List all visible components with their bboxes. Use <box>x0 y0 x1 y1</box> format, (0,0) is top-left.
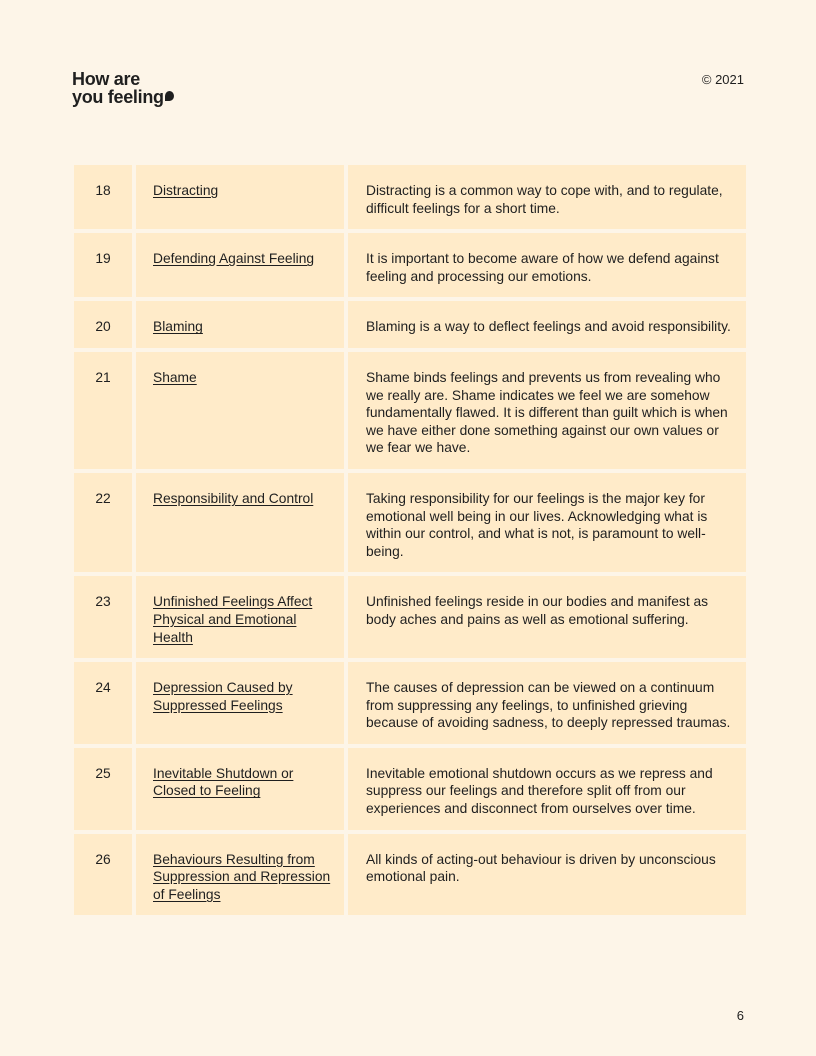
row-title-link[interactable]: Depression Caused by Suppressed Feelings <box>153 680 293 713</box>
row-description: Inevitable emotional shutdown occurs as we repress and suppress our feelings and therefore split off from our experiences and disconnect from ourselves over time. <box>348 748 746 830</box>
copyright-year: © 2021 <box>701 72 744 87</box>
row-title-link[interactable]: Unfinished Feelings Affect Physical and Emotional Health <box>153 594 313 645</box>
row-title-cell <box>136 165 344 229</box>
table-row <box>74 748 746 830</box>
feelings-table <box>74 165 746 915</box>
row-title-link[interactable]: Defending Against Feeling <box>153 251 315 267</box>
row-description: All kinds of acting-out behaviour is driven by unconscious emotional pain. <box>348 834 746 916</box>
row-title-link[interactable]: Blaming <box>153 319 203 335</box>
table-row <box>74 352 746 469</box>
row-title-cell <box>136 834 344 916</box>
table-row <box>74 301 746 348</box>
row-number: 20 <box>74 301 132 348</box>
table-row <box>74 576 746 658</box>
row-description: Blaming is a way to deflect feelings and avoid responsibility. <box>348 301 746 348</box>
row-description: The causes of depression can be viewed on a continuum from suppressing any feelings, to unfinished grieving because of avoiding sadness, to deeply repressed traumas. <box>348 662 746 744</box>
logo <box>72 70 174 106</box>
table-row <box>74 165 746 229</box>
row-title-cell <box>136 576 344 658</box>
table-row <box>74 233 746 297</box>
row-description: Shame binds feelings and prevents us from revealing who we really are. Shame indicates we feel we are somehow fundamentally flawed. It is different than guilt which is when we have either done something against our own values or we fear we have. <box>348 352 746 469</box>
row-description: Distracting is a common way to cope with, and to regulate, difficult feelings for a short time. <box>348 165 746 229</box>
logo-line-1: How are <box>72 69 140 89</box>
row-title-link[interactable]: Inevitable Shutdown or Closed to Feeling <box>153 765 294 799</box>
row-title-cell <box>136 662 344 744</box>
row-description: Unfinished feelings reside in our bodies and manifest as body aches and pains as well as emotional suffering. <box>348 576 746 658</box>
row-title-cell <box>136 233 344 297</box>
row-number: 26 <box>74 834 132 916</box>
row-number: 21 <box>74 352 132 469</box>
row-title-cell <box>136 352 344 469</box>
row-title-link[interactable]: Responsibility and Control <box>153 490 314 506</box>
row-title-cell <box>136 473 344 572</box>
row-title-link[interactable]: Distracting <box>153 183 219 198</box>
row-number: 19 <box>74 233 132 297</box>
row-title-link[interactable]: Shame <box>153 369 197 385</box>
row-number: 25 <box>74 748 132 830</box>
row-number: 23 <box>74 576 132 658</box>
row-description: Taking responsibility for our feelings is the major key for emotional well being in our lives. Acknowledging what is within our control, and what is not, is paramount to well-being. <box>348 473 746 572</box>
table-row <box>74 662 746 744</box>
table-row <box>74 473 746 572</box>
row-title-cell <box>136 748 344 830</box>
row-title-link[interactable]: Behaviours Resulting from Suppression and Repression of Feelings <box>153 851 331 902</box>
speech-bubble-icon <box>165 91 174 101</box>
table-row <box>74 834 746 916</box>
page-number: 6 <box>736 1008 744 1023</box>
row-title-cell <box>136 301 344 348</box>
row-number: 24 <box>74 662 132 744</box>
row-description: It is important to become aware of how we defend against feeling and processing our emotions. <box>348 233 746 297</box>
logo-line-2: you feeling <box>72 87 164 107</box>
row-number: 18 <box>74 165 132 229</box>
row-number: 22 <box>74 473 132 572</box>
